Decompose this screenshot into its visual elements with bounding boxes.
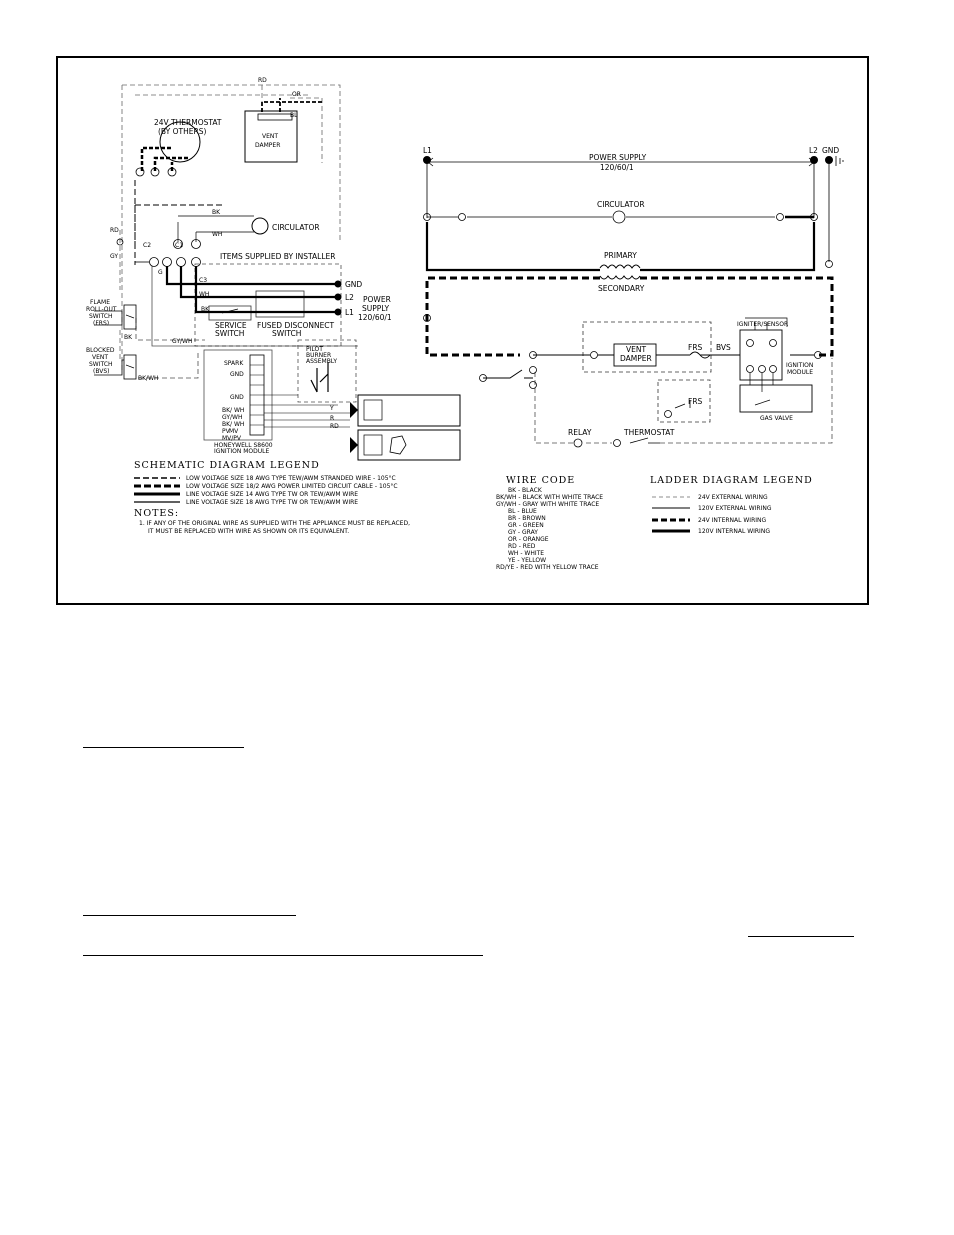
schematic-legend-title: SCHEMATIC DIAGRAM LEGEND	[134, 460, 320, 471]
wire-tag: RD	[110, 227, 119, 234]
circulator-label: CIRCULATOR	[272, 223, 320, 232]
wire-code-item: GR - GREEN	[508, 522, 544, 529]
notes-line: 1. IF ANY OF THE ORIGINAL WIRE AS SUPPLIED WITH THE APPLIANCE MUST BE REPLACED,	[139, 520, 410, 527]
wire-tag: Y	[330, 405, 334, 412]
wire-tag: RD	[330, 423, 339, 430]
ladder-circulator-label: CIRCULATOR	[597, 200, 645, 209]
ignition-module-label-2: IGNITION MODULE	[214, 448, 270, 455]
wire-tag: BL	[290, 112, 298, 119]
ladder-labels	[423, 146, 839, 437]
ladder-frs-label: FRS	[688, 343, 703, 352]
wire-tag: G	[158, 269, 163, 276]
ladder-legend-title: LADDER DIAGRAM LEGEND	[650, 475, 813, 486]
flame-switch-label-1: FLAME	[90, 299, 111, 306]
wire-tag: C2	[143, 242, 152, 249]
wire-code-title: WIRE CODE	[506, 475, 576, 486]
wire-code-item: BL - BLUE	[508, 508, 537, 515]
schematic-legend-item: LOW VOLTAGE SIZE 18 AWG TYPE TEW/AWM STRANDED WIRE - 105°C	[186, 475, 396, 482]
wire-tag: C1	[175, 242, 184, 249]
module-terminal-label: BK/ WH	[222, 421, 245, 428]
wire-code-item: YE - YELLOW	[508, 557, 547, 564]
wire-tag: WH	[212, 231, 223, 238]
wire-tag: RD	[258, 77, 267, 84]
service-switch-label-1: SERVICE	[215, 321, 247, 330]
vent-damper-label-1: VENT	[262, 133, 279, 140]
wire-tag: GY	[110, 253, 119, 260]
wire-code-item: BK/WH - BLACK WITH WHITE TRACE	[496, 494, 604, 501]
module-terminal-label: PV	[222, 428, 230, 435]
ladder-bvs-label: BVS	[716, 343, 731, 352]
ladder-ignition-module-label-2: MODULE	[787, 369, 814, 376]
ladder-relay-label: RELAY	[568, 428, 592, 437]
wire-tag: BK	[124, 334, 133, 341]
wire-code-item: RD/YE - RED WITH YELLOW TRACE	[496, 564, 599, 571]
wire-code-item: OR - ORANGE	[508, 536, 549, 543]
vent-damper-label-2: DAMPER	[255, 142, 281, 149]
schematic-labels	[86, 77, 392, 455]
fused-switch-label-2: SWITCH	[272, 329, 302, 338]
blank-underline	[83, 915, 296, 916]
wire-code-item: GY/WH - GRAY WITH WHITE TRACE	[496, 501, 600, 508]
power-supply-label-1: POWER	[363, 295, 391, 304]
ladder-l1-label: L1	[423, 146, 432, 155]
vent-switch-label-1: BLOCKED	[86, 347, 115, 354]
flame-switch-label-3: SWITCH	[89, 313, 113, 320]
pilot-burner-label-1: PILOT	[306, 346, 323, 353]
notes-line: IT MUST BE REPLACED WITH WIRE AS SHOWN OR ITS EQUIVALENT.	[148, 528, 350, 535]
wire-code-item: BK - BLACK	[508, 487, 542, 494]
l2-label: L2	[345, 293, 354, 302]
module-terminal-label: SPARK	[224, 360, 244, 367]
thermostat-label-2: (BY OTHERS)	[158, 127, 207, 136]
ladder-vent-damper-label-1: VENT	[626, 345, 647, 354]
ladder-ignition-module-label-1: IGNITION	[786, 362, 814, 369]
fused-switch-label-1: FUSED DISCONNECT	[257, 321, 335, 330]
wire-code-item: GY - GRAY	[508, 529, 538, 536]
module-terminal-label: GND	[230, 394, 244, 401]
ladder-legend-item: 120V EXTERNAL WIRING	[698, 505, 772, 512]
ladder-legend-item: 24V EXTERNAL WIRING	[698, 494, 768, 501]
blank-underline	[83, 747, 244, 748]
vent-switch-label-2: VENT	[92, 354, 109, 361]
service-switch-label-2: SWITCH	[215, 329, 245, 338]
wire-tag: BK/WH	[138, 375, 159, 382]
blank-underline	[83, 955, 483, 956]
wire-code-item: BR - BROWN	[508, 515, 546, 522]
wire-tag: C3	[199, 277, 208, 284]
module-terminal-label: GY/WH	[222, 414, 243, 421]
pilot-burner-label-2: BURNER	[306, 352, 332, 359]
ladder-l2-label: L2	[809, 146, 818, 155]
ladder-primary-label: PRIMARY	[604, 251, 637, 260]
ladder-power-label-1: POWER SUPPLY	[589, 153, 647, 162]
flame-switch-label-2: ROLL-OUT	[86, 306, 117, 313]
ladder-gas-valve-label: GAS VALVE	[760, 415, 793, 422]
wire-code-legend	[496, 475, 603, 571]
module-terminal-label: MV	[229, 428, 239, 435]
wire-tag: GY/WH	[172, 338, 193, 345]
ladder-vent-damper-label-2: DAMPER	[620, 354, 652, 363]
ladder-gnd-label: GND	[822, 146, 840, 155]
schematic-legend	[134, 460, 410, 535]
items-supplied-label: ITEMS SUPPLIED BY INSTALLER	[220, 252, 336, 261]
ladder-legend	[650, 475, 813, 535]
wire-tag: WH	[199, 291, 210, 298]
power-supply-label-2: SUPPLY	[362, 304, 390, 313]
ladder-legend-item: 120V INTERNAL WIRING	[698, 528, 770, 535]
power-supply-label-3: 120/60/1	[358, 313, 392, 322]
wire-tag: BK	[212, 209, 221, 216]
schematic-legend-item: LOW VOLTAGE SIZE 18/2 AWG POWER LIMITED CIRCUIT CABLE - 105°C	[186, 483, 398, 490]
ignition-module-label-1: HONEYWELL S8600	[214, 442, 273, 449]
notes-title: NOTES:	[134, 508, 180, 519]
vent-switch-label-3: SWITCH	[89, 361, 113, 368]
gnd-label: GND	[345, 280, 363, 289]
vent-switch-label-4: (BVS)	[93, 368, 110, 375]
l1-label: L1	[345, 308, 354, 317]
module-terminal-label: MV/PV	[222, 435, 242, 442]
schematic-legend-item: LINE VOLTAGE SIZE 18 AWG TYPE TW OR TEW/AWM WIRE	[186, 499, 359, 506]
wire-tag: R	[330, 415, 335, 422]
ladder-frs-lower-label: FRS	[688, 397, 703, 406]
wire-code-item: RD - RED	[508, 543, 536, 550]
pilot-burner-label-3: ASSEMBLY	[306, 358, 338, 365]
module-terminal-label: BK/ WH	[222, 407, 245, 414]
wire-tag: BK	[201, 306, 210, 313]
ladder-thermostat-label: THERMOSTAT	[624, 428, 675, 437]
ladder-secondary-label: SECONDARY	[598, 284, 645, 293]
wire-code-item: WH - WHITE	[508, 550, 545, 557]
schematic-legend-item: LINE VOLTAGE SIZE 14 AWG TYPE TW OR TEW/AWM WIRE	[186, 491, 359, 498]
blank-underline	[748, 936, 854, 937]
ladder-igniter-label: IGNITER/SENSOR	[737, 321, 789, 328]
wire-tag: OR	[292, 91, 301, 98]
flame-switch-label-4: (FRS)	[93, 320, 110, 327]
ladder-power-label-2: 120/60/1	[600, 163, 634, 172]
thermostat-label-1: 24V THERMOSTAT	[154, 118, 222, 127]
ladder-legend-item: 24V INTERNAL WIRING	[698, 517, 767, 524]
module-terminal-label: GND	[230, 371, 244, 378]
